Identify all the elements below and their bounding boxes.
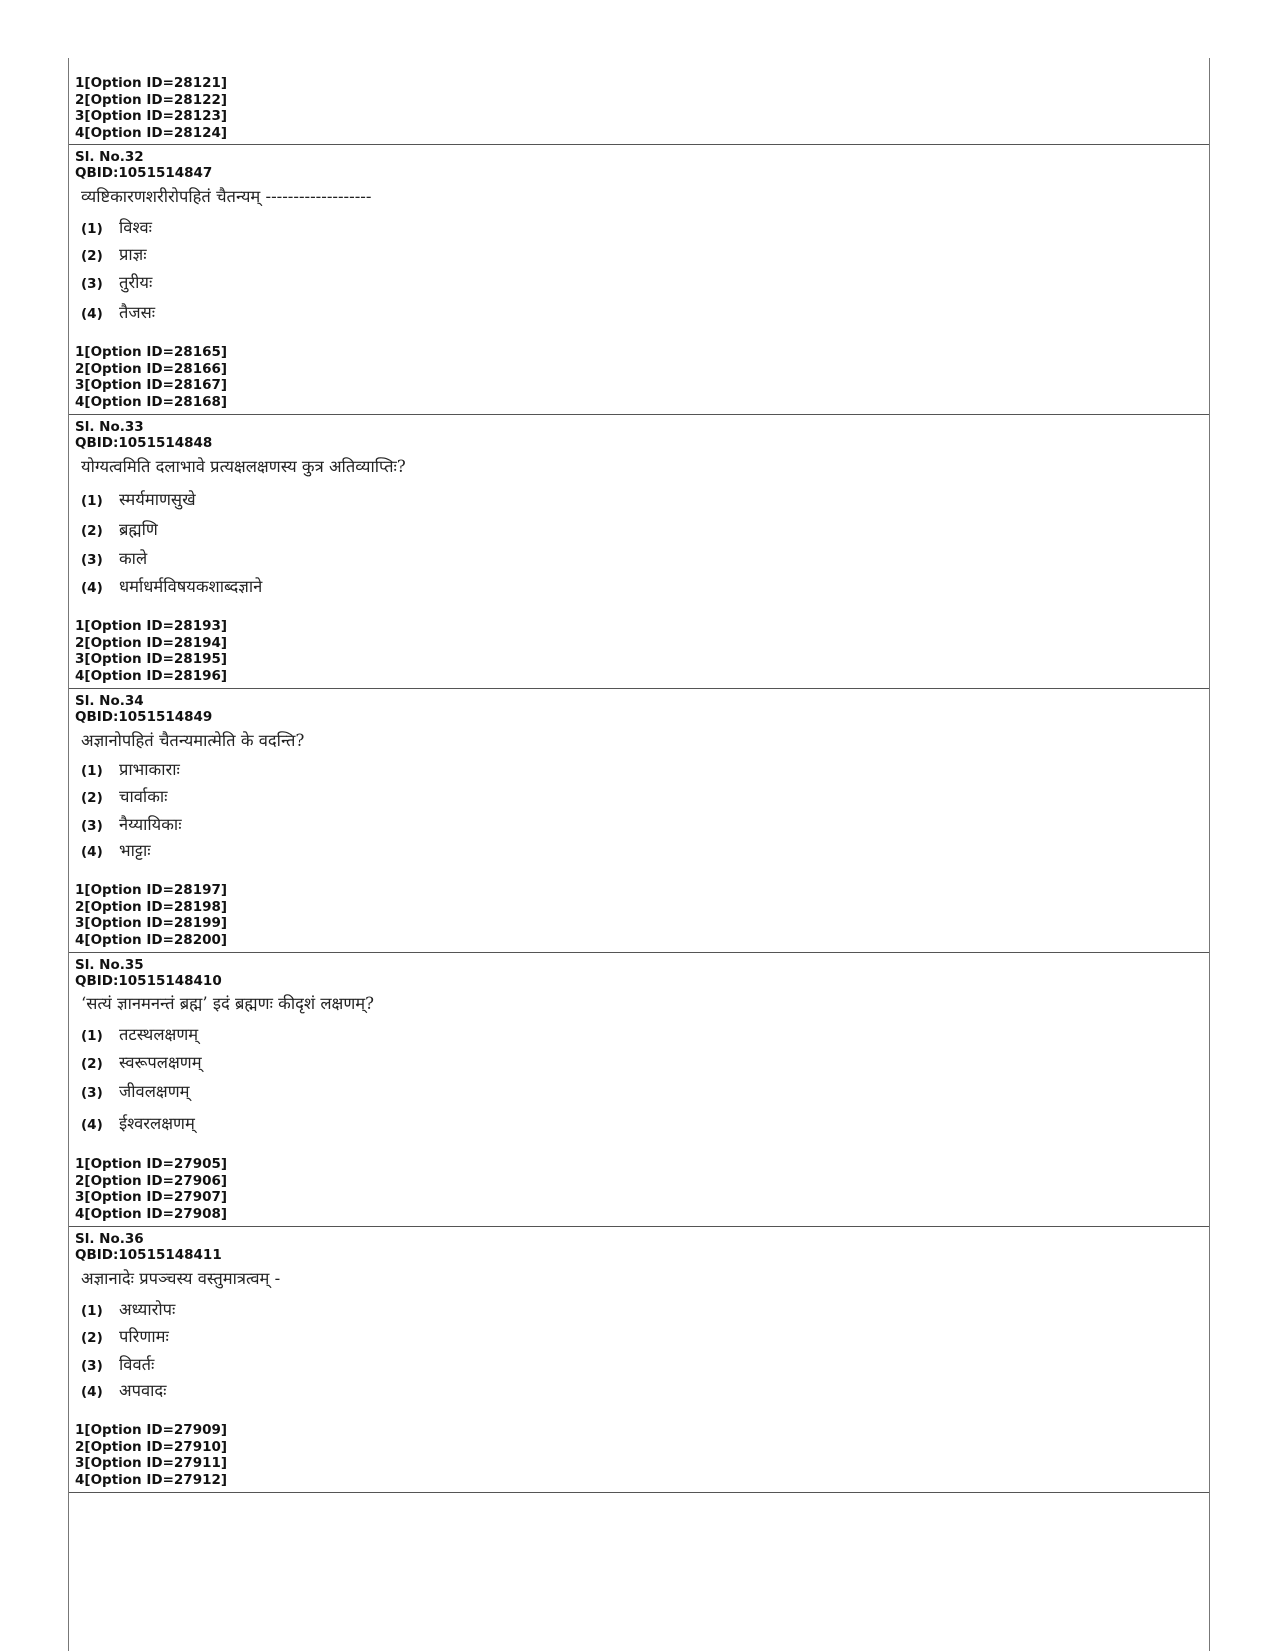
option-id-line: 2[Option ID=28122]	[75, 91, 228, 108]
option-number: (2)	[81, 790, 103, 806]
question-header	[75, 957, 222, 989]
option-text: नैय्यायिकाः	[119, 815, 182, 834]
option-number: (4)	[81, 1117, 103, 1133]
question-text: योग्यत्वमिति दलाभावे प्रत्यक्षलक्षणस्य कुत्र अतिव्याप्तिः?	[81, 457, 406, 476]
option-id-line: 3[Option ID=28199]	[75, 915, 228, 931]
option-2	[81, 243, 147, 267]
option-ids	[75, 1422, 227, 1488]
option-id-line: 4[Option ID=28168]	[75, 393, 228, 410]
divider	[69, 688, 1209, 689]
option-number: (1)	[81, 1303, 103, 1319]
option-1	[81, 488, 196, 512]
question-text: ‘सत्यं ज्ञानमनन्तं ब्रह्म’ इदं ब्रह्मणः कीदृशं लक्षणम्?	[81, 994, 374, 1013]
option-id-line: 4[Option ID=27908]	[75, 1205, 228, 1222]
divider	[69, 1226, 1209, 1227]
option-id-line: 1[Option ID=27905]	[75, 1156, 228, 1172]
option-text: भाट्टाः	[119, 841, 151, 860]
option-id-line: 4[Option ID=28196]	[75, 667, 228, 684]
option-id-line: 1[Option ID=28165]	[75, 344, 228, 360]
divider	[69, 952, 1209, 953]
option-1	[81, 758, 180, 782]
option-text: चार्वाकाः	[119, 787, 168, 806]
option-number: (3)	[81, 1358, 103, 1374]
option-id-line: 3[Option ID=28123]	[75, 108, 228, 124]
option-ids	[75, 882, 227, 948]
divider	[69, 1492, 1209, 1493]
option-text: तैजसः	[119, 303, 156, 322]
previous-question-option-ids	[75, 75, 227, 141]
option-number: (4)	[81, 1384, 103, 1400]
option-text: ईश्वरलक्षणम्	[119, 1114, 195, 1133]
option-2	[81, 1325, 169, 1349]
option-id-line: 2[Option ID=28166]	[75, 360, 228, 377]
option-id-line: 3[Option ID=28195]	[75, 651, 228, 667]
qbid: QBID:1051514847	[75, 165, 213, 181]
option-text: काले	[119, 549, 148, 568]
option-text: तुरीयः	[119, 273, 153, 292]
option-number: (3)	[81, 1085, 103, 1101]
option-id-line: 3[Option ID=27907]	[75, 1189, 228, 1205]
option-id-line: 1[Option ID=28121]	[75, 75, 228, 91]
option-id-line: 1[Option ID=27909]	[75, 1422, 228, 1438]
option-4	[81, 839, 151, 863]
sl-no: Sl. No.36	[75, 1231, 144, 1247]
option-id-line: 2[Option ID=28198]	[75, 898, 228, 915]
sl-no: Sl. No.33	[75, 419, 144, 435]
question-header	[75, 149, 212, 181]
option-number: (4)	[81, 844, 103, 860]
question-header	[75, 1231, 222, 1263]
option-id-line: 1[Option ID=28197]	[75, 882, 228, 898]
option-number: (4)	[81, 580, 103, 596]
option-3	[81, 547, 147, 571]
option-id-line: 4[Option ID=27912]	[75, 1471, 228, 1488]
option-id-line: 3[Option ID=27911]	[75, 1455, 228, 1471]
question-header	[75, 693, 212, 725]
option-number: (1)	[81, 763, 103, 779]
option-number: (1)	[81, 493, 103, 509]
option-text: ब्रह्मणि	[119, 520, 158, 539]
option-text: प्राज्ञः	[119, 245, 147, 264]
option-number: (1)	[81, 1028, 103, 1044]
option-4	[81, 1379, 167, 1403]
question-text: अज्ञानादेः प्रपञ्चस्य वस्तुमात्रत्वम् -	[81, 1269, 281, 1288]
option-ids	[75, 1156, 227, 1222]
option-text: तटस्थलक्षणम्	[119, 1025, 199, 1044]
option-id-line: 3[Option ID=28167]	[75, 377, 228, 393]
option-1	[81, 1298, 175, 1322]
option-text: परिणामः	[119, 1327, 169, 1346]
option-id-line: 2[Option ID=27906]	[75, 1172, 228, 1189]
option-text: अध्यारोपः	[119, 1300, 176, 1319]
option-text: धर्माधर्मविषयकशाब्दज्ञाने	[119, 577, 263, 596]
qbid: QBID:1051514849	[75, 709, 213, 725]
qbid: QBID:10515148411	[75, 1247, 222, 1263]
sl-no: Sl. No.32	[75, 149, 144, 165]
option-text: स्मर्यमाणसुखे	[119, 490, 196, 509]
option-4	[81, 1112, 195, 1136]
option-id-line: 4[Option ID=28200]	[75, 931, 228, 948]
option-4	[81, 301, 155, 325]
option-2	[81, 518, 158, 542]
option-text: विश्वः	[119, 218, 152, 237]
option-number: (2)	[81, 1330, 103, 1346]
option-number: (1)	[81, 221, 103, 237]
option-id-line: 4[Option ID=28124]	[75, 124, 228, 141]
option-text: अपवादः	[119, 1381, 167, 1400]
option-text: स्वरूपलक्षणम्	[119, 1053, 202, 1072]
option-number: (2)	[81, 248, 103, 264]
option-id-line: 2[Option ID=27910]	[75, 1438, 228, 1455]
option-ids	[75, 618, 227, 684]
question-text: व्यष्टिकारणशरीरोपहितं चैतन्यम् -------------------	[81, 187, 372, 206]
option-id-line: 2[Option ID=28194]	[75, 634, 228, 651]
divider	[69, 414, 1209, 415]
option-number: (3)	[81, 552, 103, 568]
option-text: जीवलक्षणम्	[119, 1082, 190, 1101]
qbid: QBID:10515148410	[75, 973, 222, 989]
divider	[69, 144, 1209, 145]
sl-no: Sl. No.34	[75, 693, 144, 709]
option-number: (3)	[81, 818, 103, 834]
option-3	[81, 813, 182, 837]
option-3	[81, 271, 152, 295]
option-4	[81, 575, 262, 599]
option-number: (2)	[81, 523, 103, 539]
option-3	[81, 1080, 190, 1104]
option-text: विवर्तः	[119, 1355, 155, 1374]
qbid: QBID:1051514848	[75, 435, 213, 451]
option-ids	[75, 344, 227, 410]
question-paper-page	[68, 58, 1210, 1651]
option-number: (2)	[81, 1056, 103, 1072]
option-number: (3)	[81, 276, 103, 292]
option-3	[81, 1353, 154, 1377]
option-2	[81, 1051, 202, 1075]
option-number: (4)	[81, 306, 103, 322]
question-text: अज्ञानोपहितं चैतन्यमात्मेति के वदन्ति?	[81, 731, 305, 750]
option-id-line: 1[Option ID=28193]	[75, 618, 228, 634]
option-2	[81, 785, 167, 809]
option-text: प्राभाकाराः	[119, 760, 180, 779]
sl-no: Sl. No.35	[75, 957, 144, 973]
option-1	[81, 216, 152, 240]
option-1	[81, 1023, 198, 1047]
question-header	[75, 419, 212, 451]
